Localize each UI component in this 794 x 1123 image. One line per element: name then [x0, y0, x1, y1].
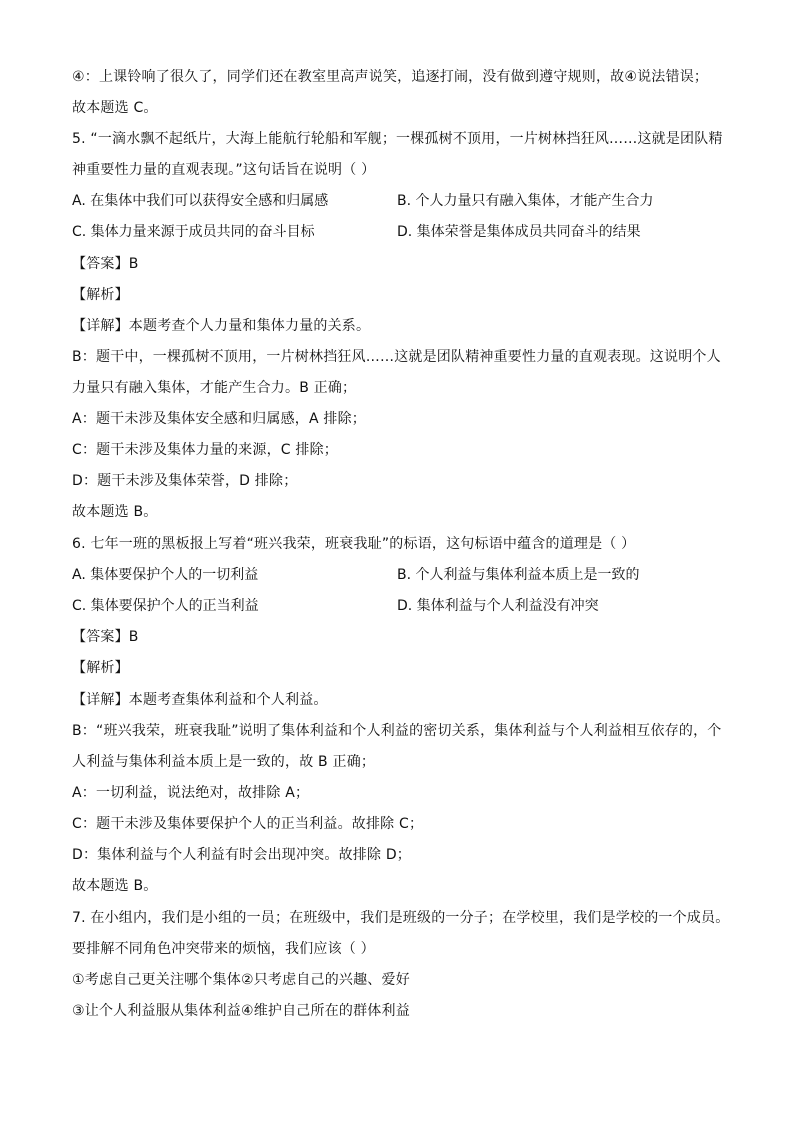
text-line: B：题干中，一棵孤树不顶用，一片树林挡狂风……这就是团队精神重要性力量的直观表现。这说明个人 — [72, 349, 721, 365]
answer-label: 【答案】B — [72, 256, 139, 272]
text-line: 故本题选 B。 — [72, 878, 158, 894]
question-5-stem: 5. “一滴水飘不起纸片，大海上能航行轮船和军舰；一棵孤树不顶用，一片树林挡狂风……这就是团队精 — [72, 131, 723, 147]
q6-option-c: C. 集体要保护个人的正当利益 — [72, 598, 259, 614]
text-line: A：一切利益，说法绝对，故排除 A； — [72, 785, 310, 801]
statement-line: ①考虑自己更关注哪个集体②只考虑自己的兴趣、爱好 — [72, 972, 410, 988]
answer-label: 【答案】B — [72, 629, 139, 645]
q6-option-d: D. 集体利益与个人利益没有冲突 — [397, 598, 599, 614]
text-line: 故本题选 C。 — [72, 100, 158, 116]
text-line: C：题干未涉及集体力量的来源，C 排除； — [72, 442, 338, 458]
text-line: ④：上课铃响了很久了，同学们还在教室里高声说笑，追逐打闹，没有做到遵守规则，故④说法错误； — [72, 69, 709, 85]
q5-option-d: D. 集体荣誉是集体成员共同奋斗的结果 — [397, 224, 641, 240]
text-line: 人利益与集体利益本质上是一致的，故 B 正确； — [72, 754, 376, 770]
q6-option-a: A. 集体要保护个人的一切利益 — [72, 567, 259, 583]
statement-line: ③让个人利益服从集体利益④维护自己所在的群体利益 — [72, 1003, 410, 1019]
text-line: C：题干未涉及集体要保护个人的正当利益。故排除 C； — [72, 816, 424, 832]
text-line: B：“班兴我荣，班衰我耻”说明了集体利益和个人利益的密切关系，集体利益与个人利益相互依存的，个 — [72, 723, 722, 739]
text-line: 故本题选 B。 — [72, 504, 158, 520]
q6-option-b: B. 个人利益与集体利益本质上是一致的 — [397, 567, 640, 583]
text-line: A：题干未涉及集体安全感和归属感，A 排除； — [72, 411, 367, 427]
analysis-label: 【解析】 — [72, 287, 129, 303]
q5-option-b: B. 个人力量只有融入集体，才能产生合力 — [397, 193, 654, 209]
q5-option-c: C. 集体力量来源于成员共同的奋斗目标 — [72, 224, 315, 240]
q5-option-a: A. 在集体中我们可以获得安全感和归属感 — [72, 193, 329, 209]
question-6-stem: 6. 七年一班的黑板报上写着“班兴我荣，班衰我耻”的标语，这句标语中蕴含的道理是（ ） — [72, 536, 636, 552]
question-7-stem: 7. 在小组内，我们是小组的一员；在班级中，我们是班级的一分子；在学校里，我们是学校的一个成员。 — [72, 910, 730, 926]
question-7-stem: 要排解不同角色冲突带来的烦恼，我们应该（ ） — [72, 941, 375, 957]
text-line: D：集体利益与个人利益有时会出现冲突。故排除 D； — [72, 847, 412, 863]
text-line: D：题干未涉及集体荣誉，D 排除； — [72, 473, 298, 489]
analysis-label: 【解析】 — [72, 660, 129, 676]
detail-line: 【详解】本题考查集体利益和个人利益。 — [72, 692, 328, 708]
question-5-stem: 神重要性力量的直观表现。”这句话旨在说明（ ） — [72, 162, 376, 178]
text-line: 力量只有融入集体，才能产生合力。B 正确； — [72, 380, 357, 396]
detail-line: 【详解】本题考查个人力量和集体力量的关系。 — [72, 318, 371, 334]
